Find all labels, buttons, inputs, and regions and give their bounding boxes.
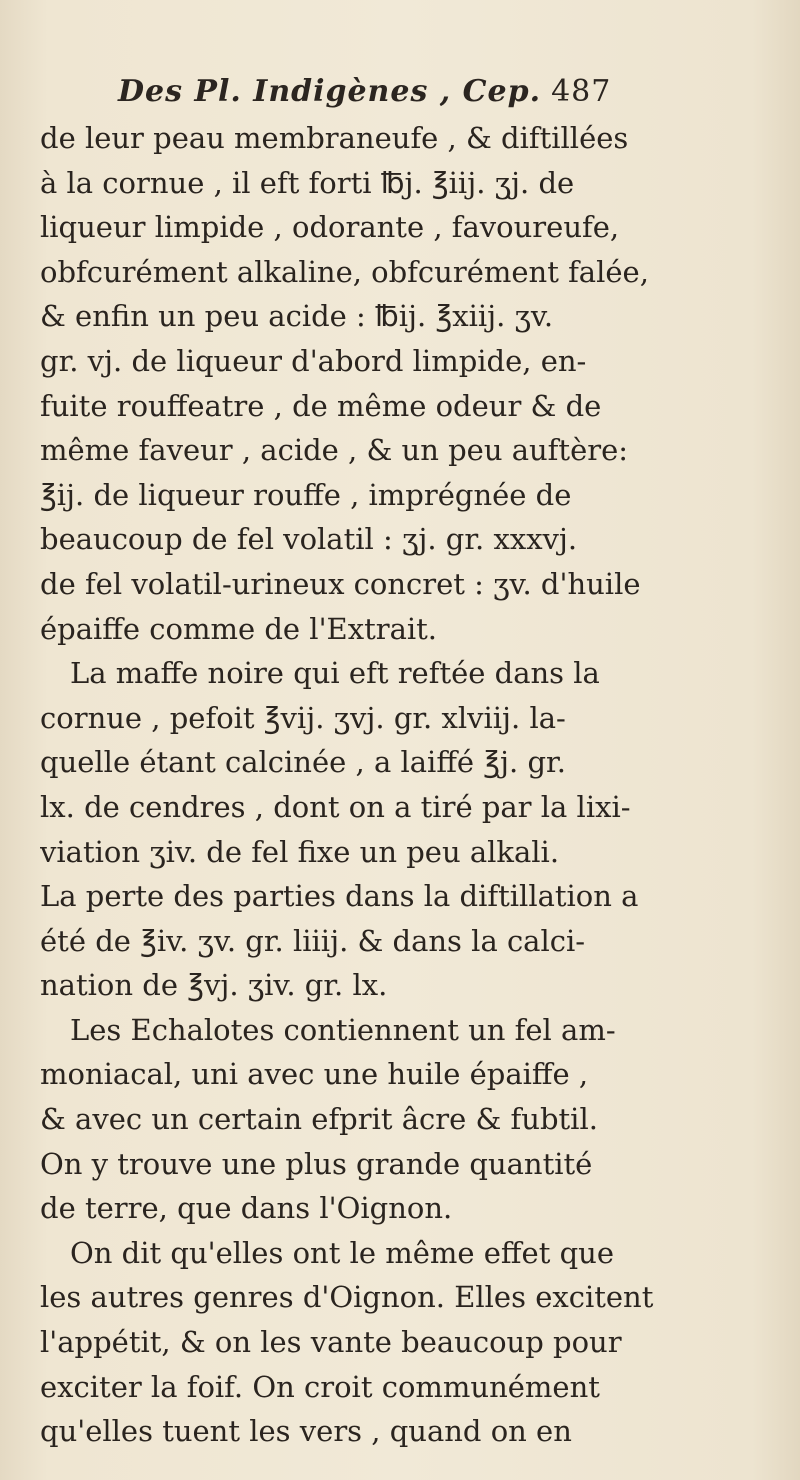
text-line: exciter la foif. On croit communément — [40, 1369, 600, 1404]
page-number: 487 — [551, 74, 612, 109]
paragraph-start-line: Les Echalotes contiennent un fel am- — [70, 1012, 616, 1047]
paragraph-start-line: La maffe noire qui eft reftée dans la — [70, 656, 600, 691]
text-line: même faveur , acide , & un peu auftère: — [40, 433, 629, 468]
text-line: de fel volatil-urineux concret : ʒv. d'huile — [40, 566, 641, 601]
text-line: de leur peau membraneufe , & diftillées — [40, 121, 629, 155]
text-line: qu'elles tuent les vers , quand on en — [40, 1414, 572, 1449]
text-line: La perte des parties dans la diftillation a — [40, 879, 639, 914]
text-line: les autres genres d'Oignon. Elles excitent — [40, 1280, 654, 1315]
text-line: obfcurément alkaline, obfcurément falée, — [40, 254, 649, 289]
text-line: épaiffe comme de l'Extrait. — [40, 611, 438, 646]
text-line: beaucoup de fel volatil : ʒj. gr. xxxvj. — [40, 522, 578, 557]
text-line: liqueur limpide , odorante , favoureufe, — [40, 210, 620, 245]
text-line: fuite rouffeatre , de même odeur & de — [40, 388, 602, 423]
text-line: On y trouve une plus grande quantité — [40, 1146, 593, 1181]
text-line: cornue , pefoit ℥vij. ʒvj. gr. xlviij. la- — [40, 700, 566, 735]
text-line: l'appétit, & on les vante beaucoup pour — [40, 1325, 622, 1360]
text-line: ℥ij. de liqueur rouffe , imprégnée de — [40, 477, 572, 512]
paragraph-start-line: On dit qu'elles ont le même effet que — [70, 1235, 614, 1270]
text-line: nation de ℥vj. ʒiv. gr. lx. — [40, 968, 388, 1003]
text-line: viation ʒiv. de fel fixe un peu alkali. — [40, 834, 560, 869]
text-line: gr. vj. de liqueur d'abord limpide, en- — [40, 343, 587, 378]
text-body — [40, 116, 760, 1454]
text-line: été de ℥iv. ʒv. gr. liiij. & dans la calci- — [40, 923, 586, 958]
running-head-title: Des Pl. Indigènes , Cep. — [118, 74, 542, 109]
text-line: & avec un certain efprit âcre & fubtil. — [40, 1102, 598, 1137]
text-line: lx. de cendres , dont on a tiré par la lixi- — [40, 789, 631, 824]
running-head — [118, 74, 738, 109]
text-line: de terre, que dans l'Oignon. — [40, 1191, 453, 1226]
text-line: quelle étant calcinée , a laiffé ℥j. gr. — [40, 745, 566, 780]
text-line: moniacal, uni avec une huile épaiffe , — [40, 1057, 589, 1092]
text-line: & enfin un peu acide : ℔ij. ℥xiij. ʒv. — [40, 299, 554, 334]
text-line: à la cornue , il eft forti ℔j. ℥iij. ʒj. de — [40, 165, 575, 200]
